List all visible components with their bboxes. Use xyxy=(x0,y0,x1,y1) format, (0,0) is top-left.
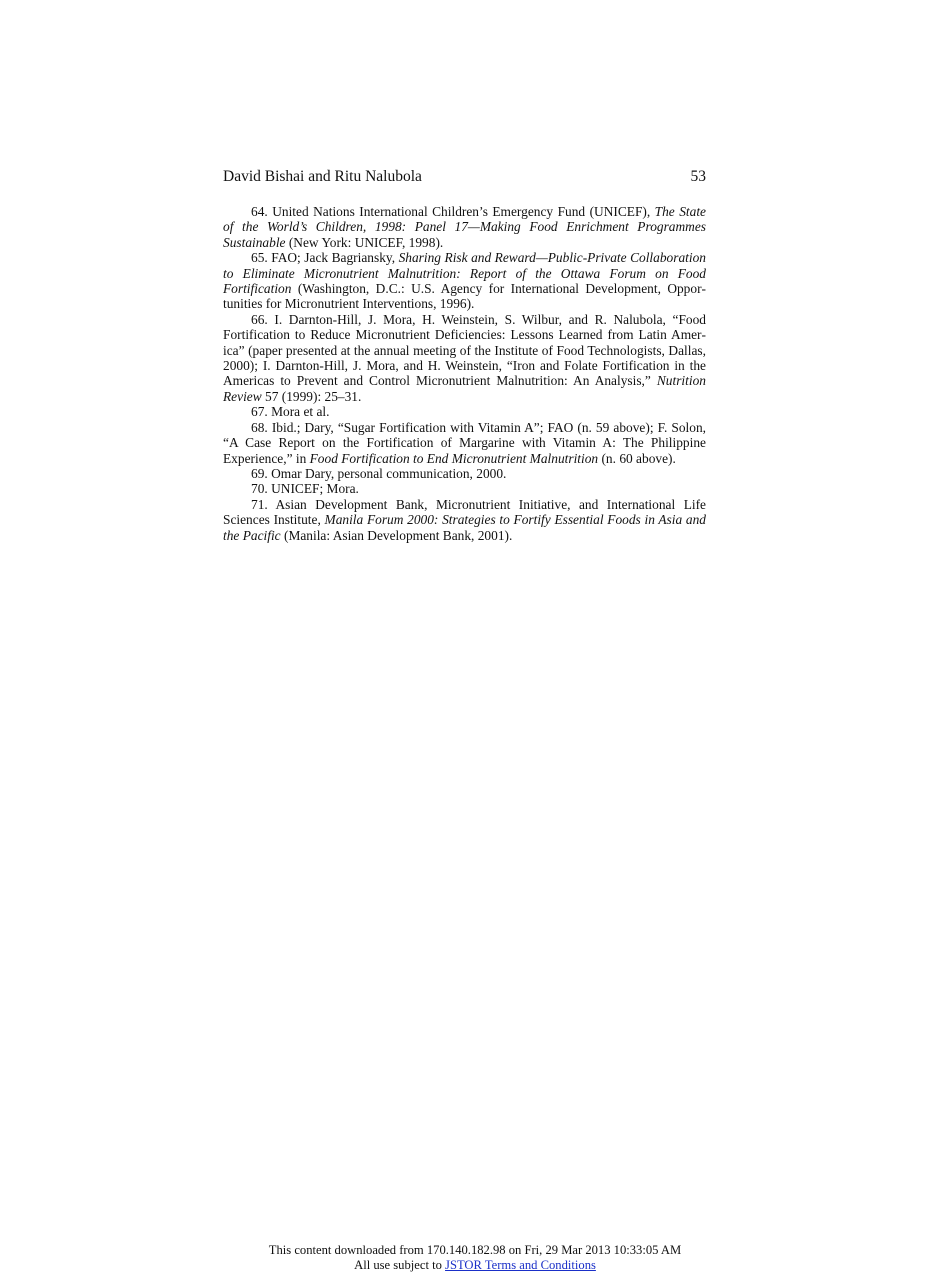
endnote-text: United Nations International Children’s Emergency Fund (UNICEF), xyxy=(272,204,655,219)
endnote-number: 69. xyxy=(251,465,268,481)
endnote xyxy=(223,481,706,496)
endnote-text: 57 (1999): 25–31. xyxy=(261,388,362,404)
endnote-text: (Manila: Asian Development Bank, 2001). xyxy=(280,527,513,543)
endnote-text: (New York: UNICEF, 1998). xyxy=(285,234,444,250)
endnote-number: 65. xyxy=(251,250,268,266)
endnote-title-italic: Nutrition Review xyxy=(223,373,706,404)
endnote-number: 67. xyxy=(251,404,268,420)
endnote-number: 71. xyxy=(251,496,268,512)
endnote-text: Omar Dary, personal communication, 2000. xyxy=(271,465,507,481)
page-number: 53 xyxy=(690,168,706,185)
endnote xyxy=(223,312,706,404)
endnote-number: 70. xyxy=(251,481,268,497)
endnote-title-italic: Food Fortification to End Micronutrient Malnutrition xyxy=(309,450,599,466)
download-footer xyxy=(0,1243,950,1273)
endnote-number: 68. xyxy=(251,419,268,435)
endnote xyxy=(223,404,706,419)
endnote-title-italic: Manila Forum 2000: Strategies to Fortify Essential Foods in Asia and the Pacific xyxy=(223,512,706,543)
endnote-title-italic: The State of the World’s Children, 1998: Panel 17—Making Food Enrichment Programmes Sustainable xyxy=(223,204,706,250)
endnote-text: Asian Development Bank, Micronutrient Initiative, and International Life Sciences Institute, xyxy=(223,496,706,528)
terms-line xyxy=(0,1258,950,1273)
endnote-text: I. Darnton-Hill, J. Mora, H. Weinstein, S. Wilbur, and R. Nalubola, “Food Fortification to Reduce Micronutrient Deficiencies: Lessons Learned from Latin America” (paper presented at the annual meeting of the Institute of Food Technologists, Dallas, 2000); I. Darnton-Hill, J. Mora, and H. Weinstein, “Iron and Folate Fortification in the Americas to Prevent and Control Micronutrient Malnutrition: An Analysis,” xyxy=(223,311,706,389)
endnote-text: FAO; Jack Bagriansky, xyxy=(271,250,399,266)
endnote-text: (Washington, D.C.: U.S. Agency for International Development, Opportunities for Micronutrient Interventions, 1996). xyxy=(223,281,706,312)
endnote-text: (n. 60 above). xyxy=(598,450,676,466)
endnote xyxy=(223,466,706,481)
terms-prefix: All use subject to xyxy=(354,1258,446,1272)
running-header-authors: David Bishai and Ritu Nalubola xyxy=(223,168,422,185)
endnote xyxy=(223,420,706,466)
endnote-number: 66. xyxy=(251,311,268,327)
terms-link[interactable]: JSTOR Terms and Conditions xyxy=(445,1258,596,1272)
endnote-text: Ibid.; Dary, “Sugar Fortification with Vitamin A”; FAO (n. 59 above); F. Solon, “A Case Report on the Fortification of Margarine with Vitamin A: The Philippine Experience,” in xyxy=(223,419,706,466)
endnote-text: UNICEF; Mora. xyxy=(271,481,359,497)
endnote-title-italic: Sharing Risk and Reward—Public-Private Collaboration to Eliminate Micronutrient Malnutrition: Report of the Ottawa Forum on Food Fortification xyxy=(223,250,706,297)
endnote xyxy=(223,204,706,250)
endnotes xyxy=(223,204,706,543)
endnote-number: 64. xyxy=(251,204,268,219)
endnote xyxy=(223,250,706,312)
endnote-text: Mora et al. xyxy=(271,404,330,420)
download-notice: This content downloaded from 170.140.182.98 on Fri, 29 Mar 2013 10:33:05 AM xyxy=(268,1243,682,1257)
endnote xyxy=(223,497,706,543)
